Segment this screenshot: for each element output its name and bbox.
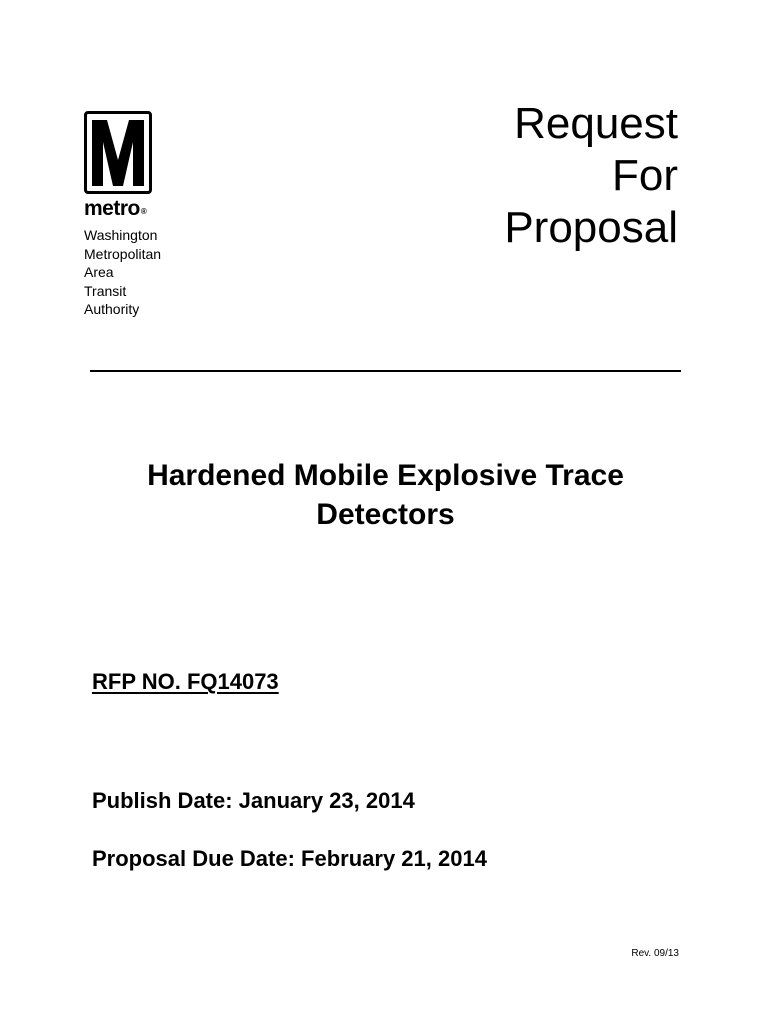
organization-line: Transit [84,282,127,299]
organization-line: Authority [84,301,140,318]
proposal-due-date: Proposal Due Date: February 21, 2014 [92,846,487,871]
document-type-line: Request [514,99,678,148]
metro-m-icon [89,116,147,189]
document-type-title [504,98,678,254]
document-type-line: Proposal [504,203,678,252]
revision-label: Rev. 09/13 [631,948,679,959]
project-title-line: Detectors [316,498,455,531]
publish-date: Publish Date: January 23, 2014 [92,788,415,813]
metro-logo [84,111,152,194]
rfp-number: RFP NO. FQ14073 [92,669,279,694]
document-type-line: For [612,151,678,200]
organization-name [84,226,161,319]
metro-wordmark [84,196,146,222]
horizontal-divider [90,370,681,372]
project-title [90,456,681,534]
organization-line: Metropolitan [84,245,162,262]
metro-word-text: metro [84,197,140,220]
registered-mark: ® [140,207,147,216]
organization-line: Washington [84,227,158,243]
organization-line: Area [84,264,114,281]
project-title-line: Hardened Mobile Explosive Trace [147,459,624,492]
